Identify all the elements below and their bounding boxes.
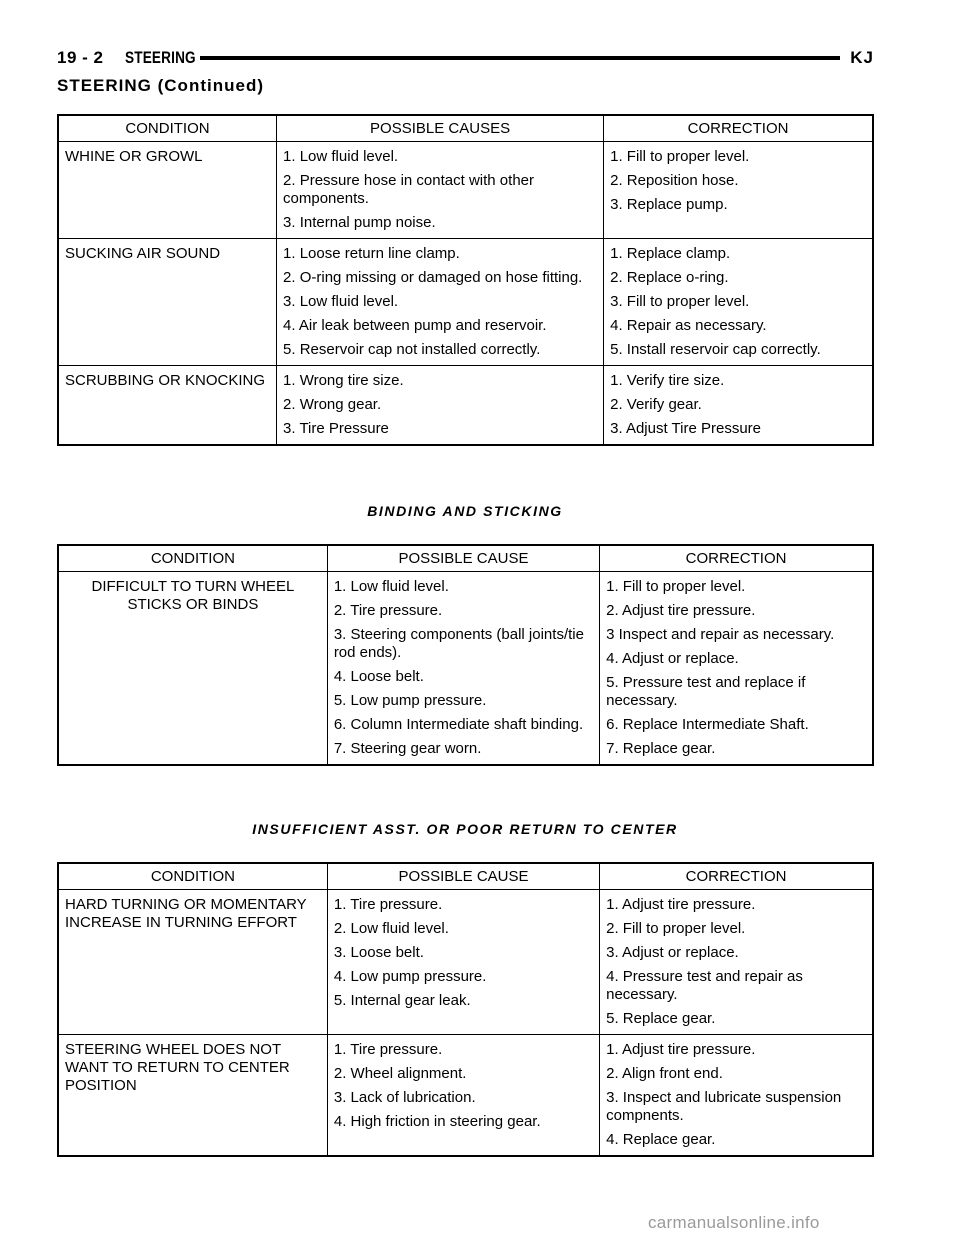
correction-item: 1. Fill to proper level. xyxy=(606,578,746,595)
correction-item: 4. Repair as necessary. xyxy=(610,317,767,334)
correction-item: 1. Replace clamp. xyxy=(610,245,731,262)
cause-item: 1. Low fluid level. xyxy=(333,578,449,595)
correction-cell xyxy=(604,142,873,239)
condition-cell: STEERING WHEEL DOES NOT WANT TO RETURN TO CENTER POSITION xyxy=(58,1035,327,1157)
cause-item: 2. Tire pressure. xyxy=(333,602,443,619)
correction-item: 6. Replace Intermediate Shaft. xyxy=(606,716,809,733)
cause-item: 2. Wheel alignment. xyxy=(333,1065,467,1082)
correction-item: 2. Reposition hose. xyxy=(610,172,739,189)
column-header: POSSIBLE CAUSES xyxy=(277,115,604,142)
cause-item: 3. Steering components (ball joints/tie rod ends). xyxy=(333,626,584,661)
cause-item: 2. Pressure hose in contact with other components. xyxy=(283,172,534,207)
cause-item: 2. Low fluid level. xyxy=(333,920,449,937)
watermark: carmanualsonline.info xyxy=(648,1213,820,1232)
column-header: CONDITION xyxy=(58,545,327,572)
table-row xyxy=(58,142,873,239)
header-rule xyxy=(200,56,840,60)
cause-cell xyxy=(327,890,599,1035)
correction-item: 1. Fill to proper level. xyxy=(610,148,750,165)
table-header-row xyxy=(58,863,873,890)
correction-item: 3. Replace pump. xyxy=(610,196,728,213)
condition-cell: DIFFICULT TO TURN WHEEL STICKS OR BINDS xyxy=(91,578,295,613)
section-title: INSUFFICIENT ASST. OR POOR RETURN TO CENTER xyxy=(252,821,678,837)
cause-cell xyxy=(277,366,604,446)
table-header-row xyxy=(58,545,873,572)
column-header: CORRECTION xyxy=(600,545,873,572)
section-title: BINDING AND STICKING xyxy=(367,503,563,519)
correction-item: 1. Verify tire size. xyxy=(610,372,725,389)
column-header: CONDITION xyxy=(58,863,327,890)
correction-item: 5. Replace gear. xyxy=(606,1010,716,1027)
correction-item: 3 Inspect and repair as necessary. xyxy=(606,626,835,643)
cause-item: 4. Low pump pressure. xyxy=(333,968,487,985)
cause-item: 1. Wrong tire size. xyxy=(283,372,404,389)
insufficient-assist-table xyxy=(57,862,874,1157)
continued-title: STEERING (Continued) xyxy=(57,76,264,95)
cause-item: 1. Loose return line clamp. xyxy=(283,245,460,262)
correction-item: 4. Adjust or replace. xyxy=(606,650,739,667)
cause-item: 7. Steering gear worn. xyxy=(333,740,482,757)
correction-item: 2. Fill to proper level. xyxy=(606,920,746,937)
column-header: CORRECTION xyxy=(600,863,873,890)
correction-cell xyxy=(604,239,873,366)
cause-item: 5. Internal gear leak. xyxy=(333,992,471,1009)
condition-cell: HARD TURNING OR MOMENTARY INCREASE IN TURNING EFFORT xyxy=(65,896,307,931)
correction-item: 7. Replace gear. xyxy=(606,740,716,757)
correction-item: 4. Replace gear. xyxy=(606,1131,716,1148)
cause-item: 2. Wrong gear. xyxy=(283,396,382,413)
cause-item: 2. O-ring missing or damaged on hose fitting. xyxy=(283,269,583,286)
column-header: POSSIBLE CAUSE xyxy=(327,545,599,572)
table-row xyxy=(58,366,873,446)
correction-cell xyxy=(600,572,873,766)
table-row xyxy=(58,572,873,766)
cause-item: 1. Tire pressure. xyxy=(333,896,443,913)
column-header: CONDITION xyxy=(58,115,277,142)
correction-item: 3. Adjust Tire Pressure xyxy=(610,420,762,437)
correction-item: 2. Align front end. xyxy=(606,1065,723,1082)
condition-cell: WHINE OR GROWL xyxy=(65,148,203,165)
cause-item: 1. Tire pressure. xyxy=(333,1041,443,1058)
correction-item: 3. Inspect and lubricate suspension compnents. xyxy=(606,1089,842,1124)
correction-item: 5. Pressure test and replace if necessary. xyxy=(606,674,806,709)
column-header: POSSIBLE CAUSE xyxy=(327,863,599,890)
condition-cell: SCRUBBING OR KNOCKING xyxy=(58,366,277,446)
correction-item: 3. Adjust or replace. xyxy=(606,944,739,961)
correction-item: 4. Pressure test and repair as necessary. xyxy=(606,968,803,1003)
page-number: 19 - 2 xyxy=(57,48,104,67)
correction-item: 1. Adjust tire pressure. xyxy=(606,896,756,913)
correction-cell xyxy=(600,1035,873,1157)
page-header xyxy=(57,46,874,70)
cause-cell xyxy=(277,142,604,239)
correction-item: 2. Replace o-ring. xyxy=(610,269,729,286)
cause-item: 6. Column Intermediate shaft binding. xyxy=(333,716,584,733)
cause-item: 5. Reservoir cap not installed correctly. xyxy=(283,341,541,358)
model-code: KJ xyxy=(850,48,874,67)
cause-cell xyxy=(327,1035,599,1157)
cause-item: 1. Low fluid level. xyxy=(283,148,399,165)
correction-item: 3. Fill to proper level. xyxy=(610,293,750,310)
section-name: STEERING xyxy=(125,48,197,67)
correction-item: 1. Adjust tire pressure. xyxy=(606,1041,756,1058)
correction-cell xyxy=(604,366,873,446)
condition-cell: SUCKING AIR SOUND xyxy=(58,239,277,366)
cause-cell xyxy=(277,239,604,366)
correction-item: 2. Adjust tire pressure. xyxy=(606,602,756,619)
cause-item: 5. Low pump pressure. xyxy=(333,692,487,709)
table-row xyxy=(58,890,873,1035)
correction-item: 2. Verify gear. xyxy=(610,396,702,413)
cause-item: 3. Lack of lubrication. xyxy=(333,1089,476,1106)
table-row xyxy=(58,1035,873,1157)
cause-item: 4. Loose belt. xyxy=(333,668,424,685)
cause-cell xyxy=(327,572,599,766)
cause-item: 3. Internal pump noise. xyxy=(283,214,436,231)
cause-item: 3. Low fluid level. xyxy=(283,293,399,310)
binding-sticking-table xyxy=(57,544,874,766)
table-row xyxy=(58,239,873,366)
cause-item: 3. Tire Pressure xyxy=(283,420,389,437)
cause-item: 4. Air leak between pump and reservoir. xyxy=(283,317,547,334)
table-header-row xyxy=(58,115,873,142)
column-header: CORRECTION xyxy=(604,115,873,142)
cause-item: 3. Loose belt. xyxy=(333,944,424,961)
correction-item: 5. Install reservoir cap correctly. xyxy=(610,341,821,358)
noise-diagnosis-table xyxy=(57,114,874,446)
cause-item: 4. High friction in steering gear. xyxy=(333,1113,541,1130)
correction-cell xyxy=(600,890,873,1035)
